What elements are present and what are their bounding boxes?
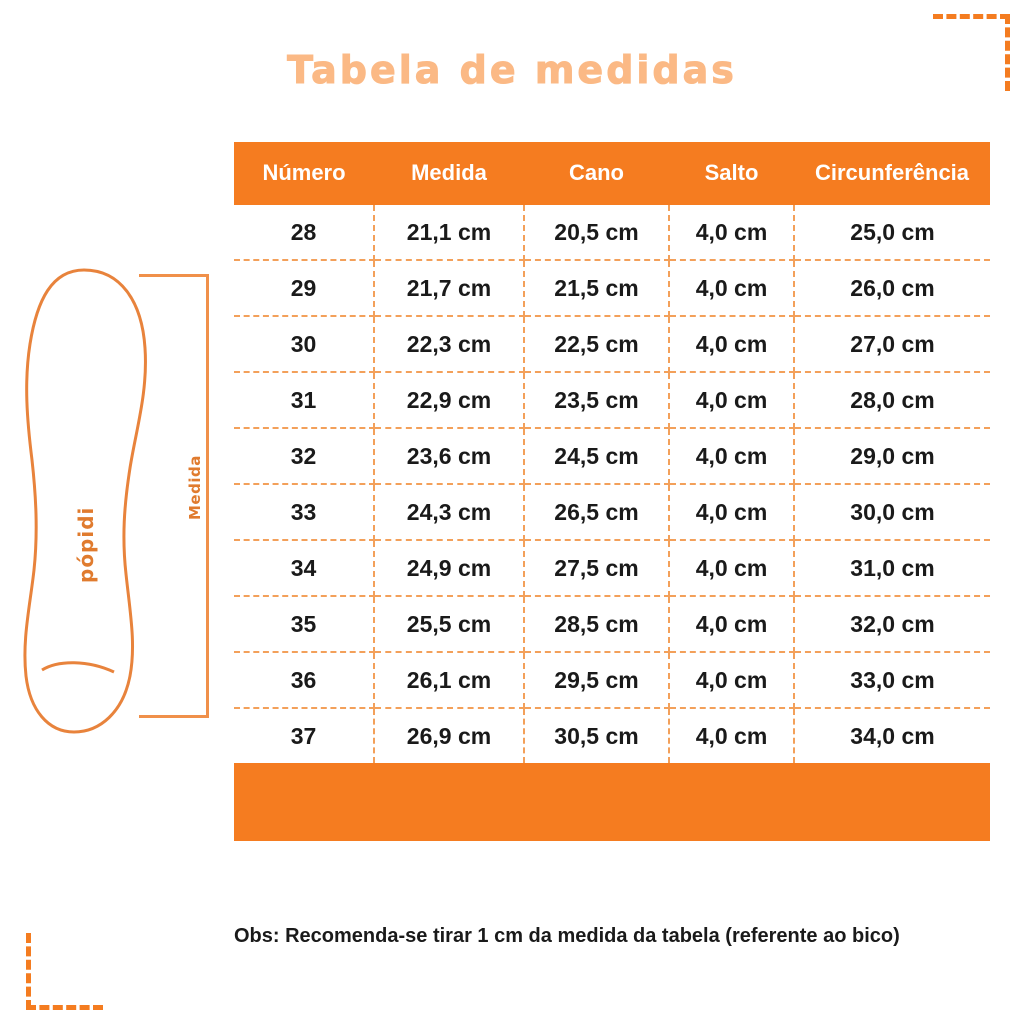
size-table bbox=[234, 142, 990, 763]
cell-cano: 28,5 cm bbox=[524, 596, 669, 652]
cell-circunferencia: 31,0 cm bbox=[794, 540, 990, 596]
cell-cano: 24,5 cm bbox=[524, 428, 669, 484]
cell-salto: 4,0 cm bbox=[669, 540, 794, 596]
cell-circunferencia: 28,0 cm bbox=[794, 372, 990, 428]
column-header-numero: Número bbox=[234, 142, 374, 205]
corner-bracket-bottom-left bbox=[26, 933, 103, 1010]
cell-cano: 27,5 cm bbox=[524, 540, 669, 596]
cell-cano: 30,5 cm bbox=[524, 708, 669, 763]
cell-cano: 20,5 cm bbox=[524, 205, 669, 260]
cell-salto: 4,0 cm bbox=[669, 596, 794, 652]
brand-label: pópidi bbox=[74, 506, 98, 583]
cell-cano: 21,5 cm bbox=[524, 260, 669, 316]
cell-circunferencia: 33,0 cm bbox=[794, 652, 990, 708]
cell-salto: 4,0 cm bbox=[669, 484, 794, 540]
cell-circunferencia: 34,0 cm bbox=[794, 708, 990, 763]
cell-medida: 26,1 cm bbox=[374, 652, 524, 708]
table-row bbox=[234, 484, 990, 540]
cell-salto: 4,0 cm bbox=[669, 260, 794, 316]
cell-medida: 24,9 cm bbox=[374, 540, 524, 596]
column-header-circunferencia: Circunferência bbox=[794, 142, 990, 205]
cell-circunferencia: 27,0 cm bbox=[794, 316, 990, 372]
cell-salto: 4,0 cm bbox=[669, 372, 794, 428]
cell-circunferencia: 32,0 cm bbox=[794, 596, 990, 652]
cell-numero: 34 bbox=[234, 540, 374, 596]
table-header-row bbox=[234, 142, 990, 205]
cell-salto: 4,0 cm bbox=[669, 316, 794, 372]
table-row bbox=[234, 260, 990, 316]
cell-circunferencia: 29,0 cm bbox=[794, 428, 990, 484]
column-header-cano: Cano bbox=[524, 142, 669, 205]
table-footer-bar bbox=[234, 763, 990, 841]
table-row bbox=[234, 428, 990, 484]
cell-cano: 26,5 cm bbox=[524, 484, 669, 540]
cell-medida: 25,5 cm bbox=[374, 596, 524, 652]
table-row bbox=[234, 708, 990, 763]
cell-circunferencia: 30,0 cm bbox=[794, 484, 990, 540]
cell-medida: 26,9 cm bbox=[374, 708, 524, 763]
cell-circunferencia: 26,0 cm bbox=[794, 260, 990, 316]
cell-salto: 4,0 cm bbox=[669, 428, 794, 484]
cell-cano: 22,5 cm bbox=[524, 316, 669, 372]
cell-numero: 37 bbox=[234, 708, 374, 763]
cell-numero: 35 bbox=[234, 596, 374, 652]
cell-numero: 30 bbox=[234, 316, 374, 372]
table-row bbox=[234, 540, 990, 596]
column-header-salto: Salto bbox=[669, 142, 794, 205]
cell-numero: 31 bbox=[234, 372, 374, 428]
cell-medida: 21,1 cm bbox=[374, 205, 524, 260]
cell-cano: 29,5 cm bbox=[524, 652, 669, 708]
cell-salto: 4,0 cm bbox=[669, 652, 794, 708]
cell-salto: 4,0 cm bbox=[669, 708, 794, 763]
cell-circunferencia: 25,0 cm bbox=[794, 205, 990, 260]
cell-numero: 33 bbox=[234, 484, 374, 540]
cell-cano: 23,5 cm bbox=[524, 372, 669, 428]
observation-note: Obs: Recomenda-se tirar 1 cm da medida da tabela (referente ao bico) bbox=[234, 925, 900, 947]
cell-medida: 22,3 cm bbox=[374, 316, 524, 372]
cell-medida: 23,6 cm bbox=[374, 428, 524, 484]
cell-salto: 4,0 cm bbox=[669, 205, 794, 260]
table-row bbox=[234, 316, 990, 372]
column-header-medida: Medida bbox=[374, 142, 524, 205]
cell-medida: 22,9 cm bbox=[374, 372, 524, 428]
table-body bbox=[234, 205, 990, 763]
measure-label: Medida bbox=[186, 455, 204, 520]
cell-numero: 36 bbox=[234, 652, 374, 708]
cell-numero: 29 bbox=[234, 260, 374, 316]
size-table-container bbox=[234, 142, 990, 841]
table-row bbox=[234, 205, 990, 260]
cell-medida: 21,7 cm bbox=[374, 260, 524, 316]
table-row bbox=[234, 596, 990, 652]
cell-medida: 24,3 cm bbox=[374, 484, 524, 540]
page-title: Tabela de medidas bbox=[287, 48, 737, 92]
cell-numero: 28 bbox=[234, 205, 374, 260]
table-row bbox=[234, 372, 990, 428]
cell-numero: 32 bbox=[234, 428, 374, 484]
table-header bbox=[234, 142, 990, 205]
table-row bbox=[234, 652, 990, 708]
